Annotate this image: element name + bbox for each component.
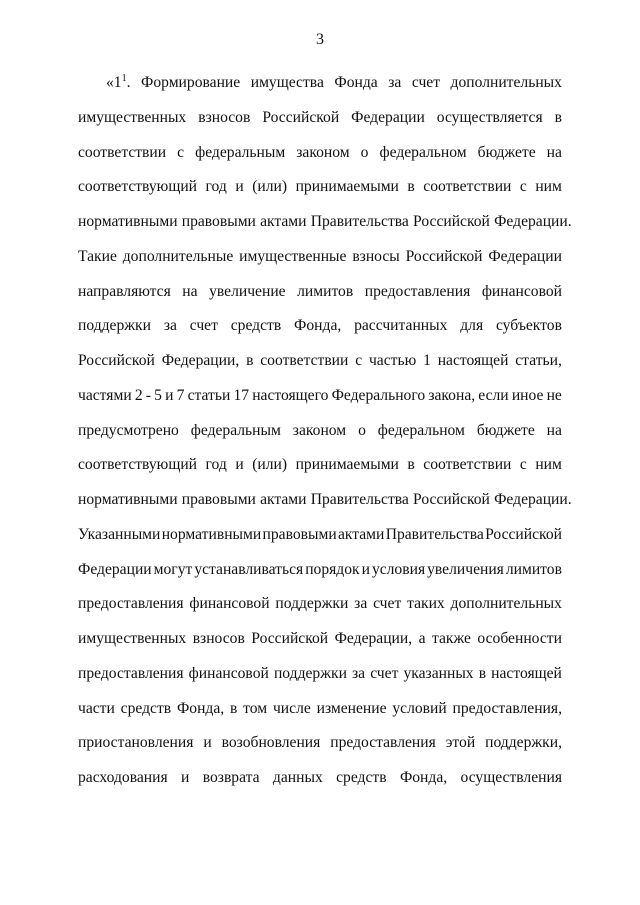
text-line: соответствии с федеральным законом о федеральном бюджете на: [78, 143, 562, 161]
text-line: нормативными правовыми актами Правительства Российской Федерации.: [78, 213, 572, 230]
document-body: [78, 66, 572, 796]
text-line: «$1^1$. Формирование имущества Фонда за счет дополнительных: [106, 73, 562, 91]
text-line: соответствующий год и (или) принимаемыми в соответствии с ним: [78, 178, 562, 196]
text-line: расходования и возврата данных средств Фонда, осуществления: [78, 769, 562, 786]
text-line: соответствующий год и (или) принимаемыми в соответствии с ним: [78, 456, 562, 474]
text-line: предоставления финансовой поддержки за счет таких дополнительных: [78, 595, 562, 613]
text-line: имущественных взносов Российской Федерации, а также особенности: [78, 630, 562, 647]
page-number: 3: [316, 31, 324, 48]
text-line: Федерации могут устанавливаться порядок и условия увеличения лимитов: [78, 560, 562, 578]
text-line: Указанными нормативными правовыми актами Правительства Российской: [78, 525, 562, 543]
text-line: приостановления и возобновления предоставления этой поддержки,: [78, 734, 562, 752]
text-line: направляются на увеличение лимитов предоставления финансовой: [78, 282, 562, 300]
text-line: Российской Федерации, в соответствии с частью 1 настоящей статьи,: [78, 352, 562, 369]
text-line: предоставления финансовой поддержки за счет указанных в настоящей: [78, 664, 562, 682]
text-line: Такие дополнительные имущественные взносы Российской Федерации: [78, 247, 562, 265]
text-line: частями 2 - 5 и 7 статьи 17 настоящего Федерального закона, если иное не: [78, 386, 562, 404]
text-line: поддержки за счет средств Фонда, рассчитанных для субъектов: [78, 317, 562, 335]
text-line: имущественных взносов Российской Федерации осуществляется в: [78, 108, 562, 126]
text-line: предусмотрено федеральным законом о федеральном бюджете на: [78, 421, 562, 439]
text-line: части средств Фонда, в том числе изменение условий предоставления,: [78, 699, 562, 717]
text-line: нормативными правовыми актами Правительства Российской Федерации.: [78, 491, 572, 508]
